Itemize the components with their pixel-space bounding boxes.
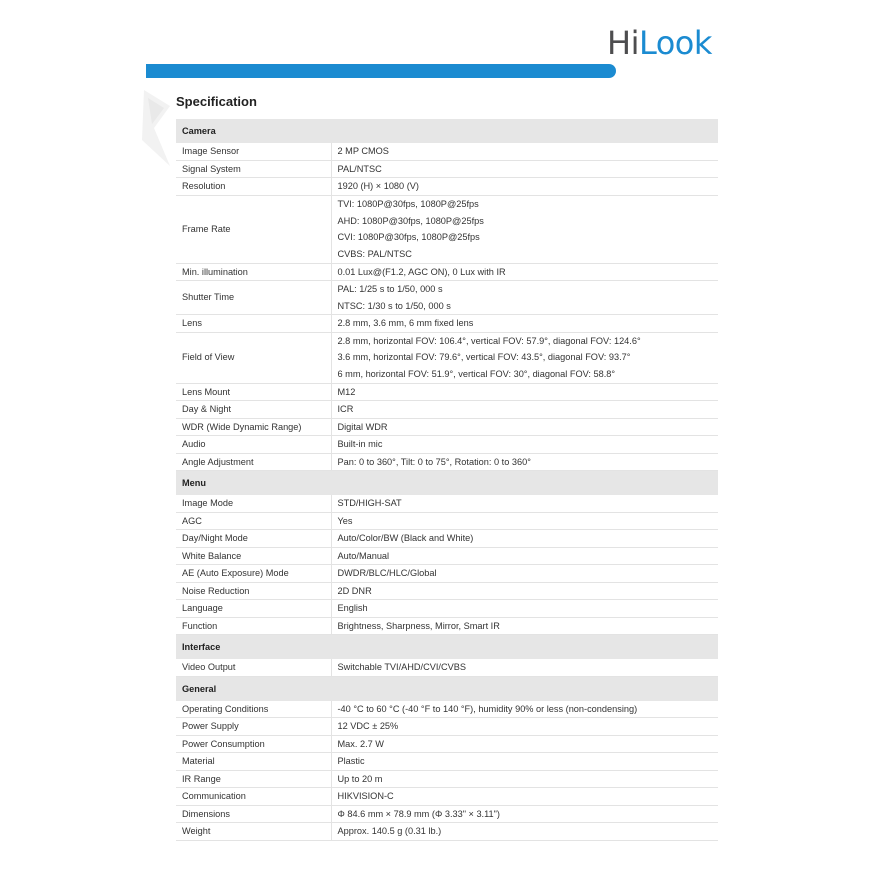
spec-row bbox=[176, 315, 718, 333]
spec-value-line: PAL/NTSC bbox=[337, 163, 382, 174]
spec-value-line: English bbox=[337, 603, 368, 613]
spec-value-line: Approx. 140.5 g (0.31 lb.) bbox=[337, 826, 442, 836]
spec-key: Language bbox=[176, 600, 331, 618]
spec-row bbox=[176, 617, 718, 635]
section-header bbox=[176, 635, 718, 660]
spec-key: Frame Rate bbox=[176, 195, 331, 263]
spec-value-line: Φ 84.6 mm × 78.9 mm (Φ 3.33" × 3.11") bbox=[337, 808, 500, 819]
spec-key: Weight bbox=[176, 823, 331, 841]
spec-value bbox=[331, 823, 718, 841]
spec-value bbox=[331, 495, 718, 512]
spec-row bbox=[176, 281, 718, 315]
spec-value bbox=[331, 160, 718, 178]
spec-value-line: DWDR/BLC/HLC/Global bbox=[337, 568, 437, 578]
spec-value bbox=[331, 770, 718, 788]
spec-key: Image Mode bbox=[176, 495, 331, 512]
spec-value-line: Pan: 0 to 360°, Tilt: 0 to 75°, Rotation: 0 to 360° bbox=[337, 456, 531, 467]
spec-value-line: Max. 2.7 W bbox=[337, 738, 384, 749]
spec-key: Dimensions bbox=[176, 805, 331, 823]
spec-key: Field of View bbox=[176, 332, 331, 383]
spec-value bbox=[331, 512, 718, 530]
section-header bbox=[176, 676, 718, 701]
header-accent-bar bbox=[146, 64, 616, 78]
spec-row bbox=[176, 805, 718, 823]
spec-value-line: Digital WDR bbox=[337, 421, 388, 432]
spec-value-line: 3.6 mm, horizontal FOV: 79.6°, vertical FOV: 43.5°, diagonal FOV: 93.7° bbox=[337, 352, 631, 363]
spec-key: Day & Night bbox=[176, 401, 331, 419]
page-title: Specification bbox=[176, 94, 257, 109]
spec-row bbox=[176, 160, 718, 178]
spec-value-line: 2.8 mm, horizontal FOV: 106.4°, vertical FOV: 57.9°, diagonal FOV: 124.6° bbox=[337, 335, 641, 346]
spec-value bbox=[331, 805, 718, 823]
spec-key: Lens Mount bbox=[176, 383, 331, 401]
spec-value bbox=[331, 659, 718, 676]
spec-value bbox=[331, 178, 718, 196]
spec-value-line: 6 mm, horizontal FOV: 51.9°, vertical FOV: 30°, diagonal FOV: 58.8° bbox=[337, 368, 616, 379]
spec-row bbox=[176, 418, 718, 436]
spec-row bbox=[176, 401, 718, 419]
spec-value bbox=[331, 401, 718, 419]
spec-value-line: Yes bbox=[337, 515, 353, 526]
spec-value bbox=[331, 582, 718, 600]
spec-key: Signal System bbox=[176, 160, 331, 178]
spec-key: Audio bbox=[176, 436, 331, 454]
section-title: Menu bbox=[176, 471, 718, 496]
spec-value-line: Auto/Color/BW (Black and White) bbox=[337, 533, 474, 543]
spec-value bbox=[331, 383, 718, 401]
spec-key: Power Consumption bbox=[176, 735, 331, 753]
spec-value-line: 2D DNR bbox=[337, 585, 372, 596]
spec-key: AGC bbox=[176, 512, 331, 530]
spec-value-line: TVI: 1080P@30fps, 1080P@25fps bbox=[337, 199, 479, 209]
section-title: Camera bbox=[176, 119, 718, 143]
spec-value bbox=[331, 735, 718, 753]
spec-value bbox=[331, 530, 718, 548]
spec-key: AE (Auto Exposure) Mode bbox=[176, 565, 331, 583]
spec-value-line: CVI: 1080P@30fps, 1080P@25fps bbox=[337, 232, 480, 242]
spec-value-line: Built-in mic bbox=[337, 439, 383, 449]
spec-key: Lens bbox=[176, 315, 331, 333]
spec-key: WDR (Wide Dynamic Range) bbox=[176, 418, 331, 436]
spec-row bbox=[176, 495, 718, 512]
spec-row bbox=[176, 565, 718, 583]
spec-row bbox=[176, 823, 718, 841]
spec-row bbox=[176, 547, 718, 565]
spec-row bbox=[176, 332, 718, 383]
spec-key: Video Output bbox=[176, 659, 331, 676]
spec-value bbox=[331, 718, 718, 736]
spec-value-line: HIKVISION-C bbox=[337, 791, 394, 801]
spec-value-line: M12 bbox=[337, 386, 356, 397]
spec-value-line: Up to 20 m bbox=[337, 773, 383, 784]
spec-value-line: 12 VDC ± 25% bbox=[337, 721, 399, 731]
spec-row bbox=[176, 753, 718, 771]
spec-row bbox=[176, 263, 718, 281]
spec-value bbox=[331, 453, 718, 471]
spec-key: Min. illumination bbox=[176, 263, 331, 281]
spec-value bbox=[331, 418, 718, 436]
spec-value bbox=[331, 600, 718, 618]
spec-row bbox=[176, 600, 718, 618]
spec-key: IR Range bbox=[176, 770, 331, 788]
spec-row bbox=[176, 770, 718, 788]
spec-value-line: Plastic bbox=[337, 756, 365, 766]
spec-key: Angle Adjustment bbox=[176, 453, 331, 471]
spec-value bbox=[331, 281, 718, 315]
spec-value-line: 2 MP CMOS bbox=[337, 146, 389, 156]
spec-value-line: PAL: 1/25 s to 1/50, 000 s bbox=[337, 284, 443, 294]
spec-value bbox=[331, 332, 718, 383]
logo-look: Look bbox=[638, 24, 712, 62]
spec-value bbox=[331, 315, 718, 333]
spec-table bbox=[176, 119, 718, 841]
spec-key: Communication bbox=[176, 788, 331, 806]
section-title: General bbox=[176, 676, 718, 701]
hilook-logo bbox=[607, 24, 712, 62]
spec-row bbox=[176, 659, 718, 676]
spec-key: White Balance bbox=[176, 547, 331, 565]
spec-row bbox=[176, 701, 718, 718]
spec-value-line: ICR bbox=[337, 404, 354, 414]
section-title: Interface bbox=[176, 635, 718, 660]
spec-value-line: 2.8 mm, 3.6 mm, 6 mm fixed lens bbox=[337, 318, 474, 328]
spec-value-line: Switchable TVI/AHD/CVI/CVBS bbox=[337, 662, 466, 672]
spec-row bbox=[176, 436, 718, 454]
spec-key: Operating Conditions bbox=[176, 701, 331, 718]
spec-value-line: AHD: 1080P@30fps, 1080P@25fps bbox=[337, 215, 484, 226]
spec-value-line: -40 °C to 60 °C (-40 °F to 140 °F), humidity 90% or less (non-condensing) bbox=[337, 703, 638, 714]
spec-key: Power Supply bbox=[176, 718, 331, 736]
spec-value bbox=[331, 788, 718, 806]
corner-decoration bbox=[140, 88, 180, 168]
spec-key: Day/Night Mode bbox=[176, 530, 331, 548]
spec-row bbox=[176, 195, 718, 263]
spec-value bbox=[331, 701, 718, 718]
spec-row bbox=[176, 453, 718, 471]
spec-value-line: 0.01 Lux@(F1.2, AGC ON), 0 Lux with IR bbox=[337, 266, 506, 277]
spec-value-line: CVBS: PAL/NTSC bbox=[337, 248, 412, 259]
spec-value-line: NTSC: 1/30 s to 1/50, 000 s bbox=[337, 300, 451, 311]
spec-row bbox=[176, 718, 718, 736]
spec-value-line: Auto/Manual bbox=[337, 550, 390, 561]
logo-hi: Hi bbox=[607, 24, 639, 62]
section-header bbox=[176, 119, 718, 143]
spec-value-line: STD/HIGH-SAT bbox=[337, 498, 402, 508]
spec-row bbox=[176, 143, 718, 160]
spec-key: Resolution bbox=[176, 178, 331, 196]
spec-row bbox=[176, 788, 718, 806]
spec-value bbox=[331, 617, 718, 635]
spec-row bbox=[176, 512, 718, 530]
spec-row bbox=[176, 383, 718, 401]
spec-key: Material bbox=[176, 753, 331, 771]
spec-key: Shutter Time bbox=[176, 281, 331, 315]
spec-row bbox=[176, 178, 718, 196]
spec-key: Function bbox=[176, 617, 331, 635]
section-header bbox=[176, 471, 718, 496]
spec-value-line: Brightness, Sharpness, Mirror, Smart IR bbox=[337, 620, 500, 631]
spec-value bbox=[331, 565, 718, 583]
spec-row bbox=[176, 530, 718, 548]
spec-value-line: 1920 (H) × 1080 (V) bbox=[337, 181, 419, 191]
spec-key: Noise Reduction bbox=[176, 582, 331, 600]
spec-key: Image Sensor bbox=[176, 143, 331, 160]
spec-value bbox=[331, 547, 718, 565]
spec-value bbox=[331, 436, 718, 454]
spec-row bbox=[176, 582, 718, 600]
spec-value bbox=[331, 263, 718, 281]
spec-value bbox=[331, 753, 718, 771]
spec-value bbox=[331, 195, 718, 263]
spec-row bbox=[176, 735, 718, 753]
spec-value bbox=[331, 143, 718, 160]
